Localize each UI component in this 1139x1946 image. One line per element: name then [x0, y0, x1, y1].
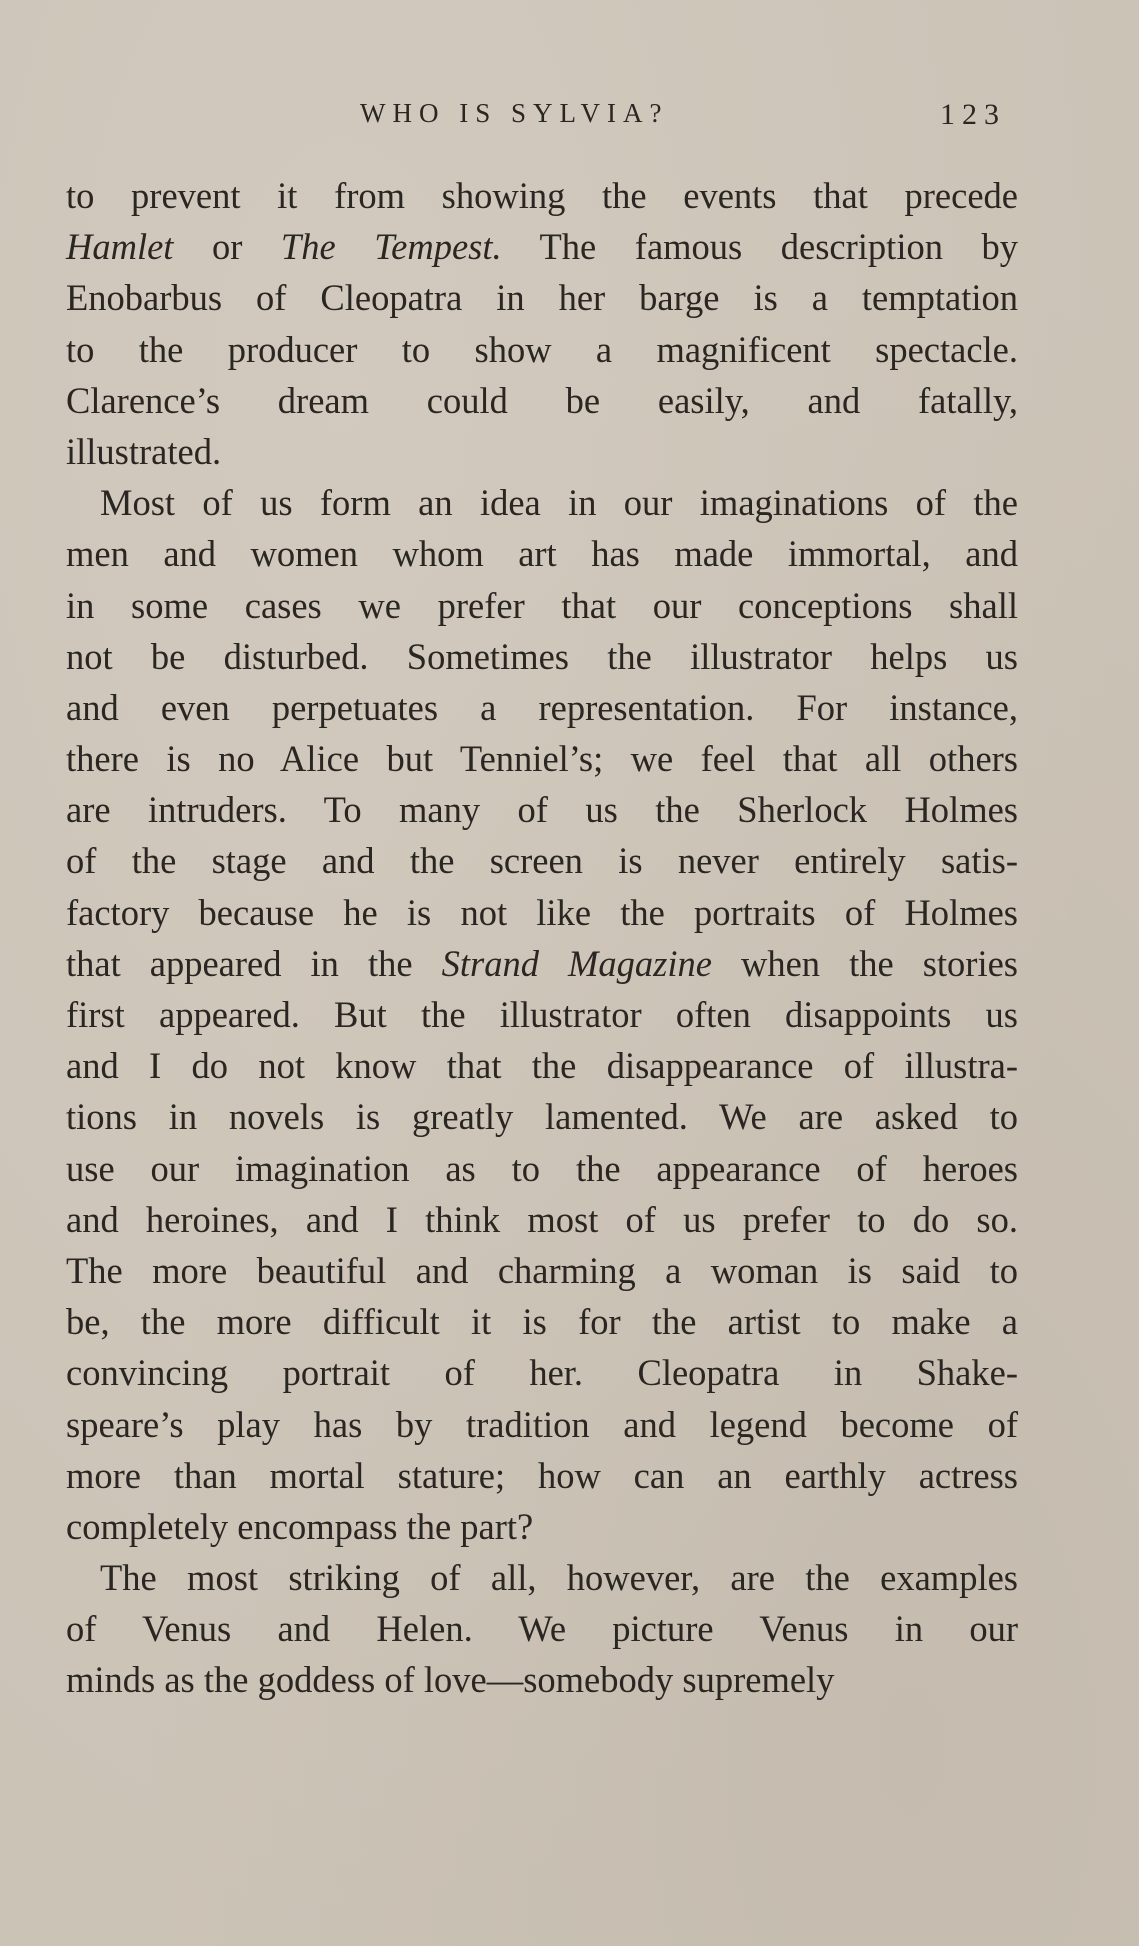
text-line	[66, 1091, 1018, 1142]
text-line	[66, 887, 1018, 938]
text-line	[66, 989, 1018, 1040]
text-run: Clarence’s dream could be easily, and fatally,	[66, 379, 1018, 421]
paragraph	[66, 477, 1018, 1552]
text-line	[66, 528, 1018, 579]
text-line	[66, 170, 1018, 221]
text-line	[66, 272, 1018, 323]
text-run: in some cases we prefer that our conceptions shall	[66, 584, 1018, 626]
text-line	[66, 324, 1018, 375]
text-line	[66, 682, 1018, 733]
text-line	[66, 1654, 1018, 1705]
running-title: WHO IS SYLVIA?	[360, 98, 669, 128]
text-line	[66, 1603, 1018, 1654]
text-run: men and women whom art has made immortal, and	[66, 533, 1018, 575]
text-run: more than mortal stature; how can an earthly actress	[66, 1454, 1018, 1496]
text-run: be, the more difficult it is for the artist to make a	[66, 1301, 1018, 1343]
text-line	[66, 221, 1018, 272]
body-text	[66, 170, 1018, 1706]
text-line	[66, 835, 1018, 886]
text-run: The more beautiful and charming a woman is said to	[66, 1249, 1018, 1291]
text-line	[66, 1194, 1018, 1245]
text-line	[66, 1245, 1018, 1296]
running-head	[0, 98, 1139, 148]
text-line	[66, 1143, 1018, 1194]
text-run: The most striking of all, however, are the examples	[100, 1557, 1018, 1599]
text-run: speare’s play has by tradition and legend become of	[66, 1403, 1018, 1445]
text-line	[66, 938, 1018, 989]
text-run: not be disturbed. Sometimes the illustrator helps us	[66, 635, 1018, 677]
text-run: and I do not know that the disappearance of illustra-	[66, 1045, 1018, 1087]
text-run: minds as the goddess of love—somebody supremely	[66, 1659, 835, 1701]
text-line	[66, 1552, 1018, 1603]
paragraph	[66, 1552, 1018, 1706]
text-line	[66, 580, 1018, 631]
text-run: Enobarbus of Cleopatra in her barge is a temptation	[66, 277, 1018, 319]
text-run: tions in novels is greatly lamented. We are asked to	[66, 1096, 1018, 1138]
text-run: are intruders. To many of us the Sherlock Holmes	[66, 789, 1018, 831]
italic-title: The Tempest.	[280, 226, 502, 268]
text-run: that appeared in the	[66, 942, 442, 984]
text-run: when the stories	[711, 942, 1019, 984]
italic-title: Hamlet	[66, 226, 174, 268]
text-line	[66, 426, 1018, 477]
text-run: of Venus and Helen. We picture Venus in our	[66, 1608, 1018, 1650]
text-line	[66, 477, 1018, 528]
text-line	[66, 375, 1018, 426]
text-line	[66, 784, 1018, 835]
text-run: and heroines, and I think most of us prefer to do so.	[66, 1198, 1018, 1240]
page-number: 123	[940, 98, 1006, 131]
text-run: to prevent it from showing the events that precede	[66, 175, 1018, 216]
text-run: or	[173, 226, 281, 268]
text-run: there is no Alice but Tenniel’s; we feel that all others	[66, 738, 1018, 780]
text-line	[66, 1040, 1018, 1091]
text-run: of the stage and the screen is never entirely satis-	[66, 840, 1018, 882]
text-line	[66, 1347, 1018, 1398]
italic-title: Strand Magazine	[441, 942, 712, 984]
text-run: completely encompass the part?	[66, 1505, 534, 1547]
text-run: convincing portrait of her. Cleopatra in Shake-	[66, 1352, 1018, 1394]
text-run: Most of us form an idea in our imaginations of the	[100, 482, 1018, 524]
text-line	[66, 733, 1018, 784]
text-line	[66, 631, 1018, 682]
text-run: to the producer to show a magnificent spectacle.	[66, 328, 1018, 370]
text-run: and even perpetuates a representation. For instance,	[66, 686, 1018, 728]
text-line	[66, 1399, 1018, 1450]
text-run: factory because he is not like the portraits of Holmes	[66, 891, 1018, 933]
text-run: illustrated.	[66, 430, 222, 472]
text-line	[66, 1501, 1018, 1552]
text-line	[66, 1296, 1018, 1347]
text-line	[66, 1450, 1018, 1501]
text-run: The famous description by	[501, 226, 1018, 268]
paragraph	[66, 170, 1018, 477]
text-run: first appeared. But the illustrator often disappoints us	[66, 994, 1018, 1035]
text-run: use our imagination as to the appearance of heroes	[66, 1147, 1018, 1189]
